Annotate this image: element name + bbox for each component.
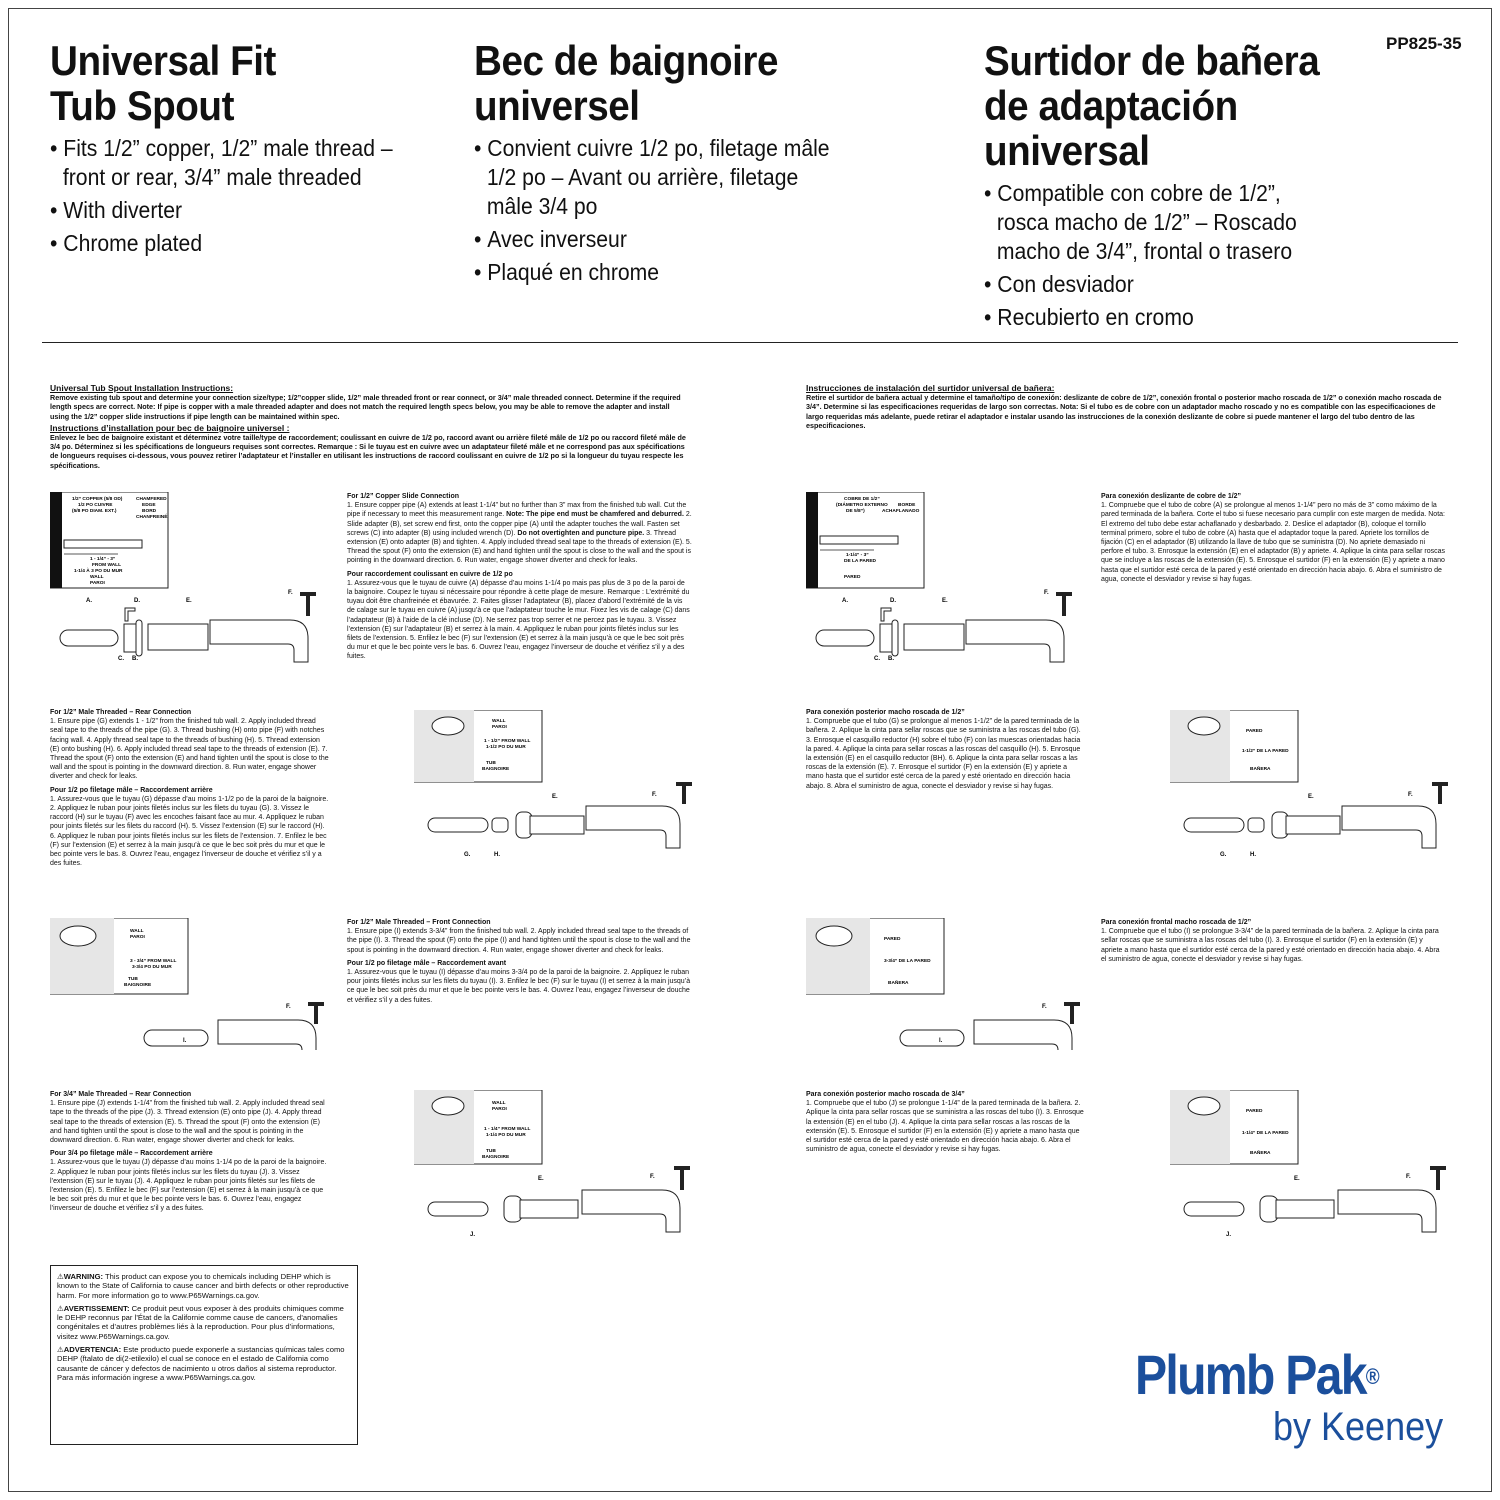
extension-e-es [904,624,964,650]
banera-label-f: BAÑERA [888,981,909,986]
tub-label-2c: BAIGNOIRE [124,983,152,988]
section-rear34-en-fr [50,1090,330,1214]
rear34-meas-1: 1 - 1/4” FROM WALL [484,1127,531,1132]
front12-diagram-es [806,918,1096,1050]
bullet-es-2: • Con desviador [984,270,1338,299]
warning-en-text: This product can expose you to chemicals including DEHP which is known to the State of California to cause cancer and birth defects or other reproductive harm. For more information go to www.P65Warnings.ca.gov. [57,1272,349,1300]
label-g-r12es: G. [1220,852,1227,858]
label-g-r12: G. [464,852,471,858]
label-f: F. [288,590,293,596]
pipe-end-detail-34 [432,1097,464,1115]
front12-meas-es: 3-3/4” DE LA PARED [884,959,931,964]
bullet-fr-3: • Plaqué en chrome [474,258,833,287]
wall-label-1: WALL [90,575,104,580]
spout-f-front-es [974,1020,1072,1050]
pipe-a [60,630,118,646]
front12-en-body: 1. Ensure pipe (I) extends 3-3/4” from the finished tub wall. 2. Apply included thread seal tape to the threads of the pipe (I). 3. Thread the spout (F) onto the pipe (I) and hand tighten until the spout is close to the wall and the spout is pointing in the downward direction. 4. Run water, engage shower diverter and check for leaks. [347,928,691,954]
copper-label-2: 1/2 PO CUIVRE [78,503,113,508]
tub-label-1: TUB [486,761,496,766]
rear34-parts-en [428,1166,690,1238]
tub-label-1c: TUB [128,977,138,982]
wall-label-1b: WALL [492,719,506,724]
copper-en-body-a: 1. Ensure copper pipe (A) extends at least 1-1/4” but no further than 3” max from the finished tub wall. Cut the pipe if necessary to meet this measurement range. [347,502,687,519]
header-fr [474,38,874,291]
copper-slide-diagram-en [50,492,340,670]
rear12-diagram-en [414,710,704,860]
copper-es-label-1: COBRE DE 1/2” [844,497,880,502]
copper-fr-body: 1. Assurez-vous que le tuyau de cuivre (A) dépasse d’au moins 1-1/4 po mais pas plus de 3 po de la paroi de la baignoire. Coupez le tuyau si nécessaire pour répondre à cette plage de mesure. Remarque : L’extrémité du tuyau doit être chanfreinée et ébavurée. 2. Faites glisser l’adaptateur (B), placez d’abord l’extrémité de la vis de calage sur le tuyau en cuivre (A) jusqu’à ce que l’adaptateur touche le mur. Fixez les vis de calage (C) dans l’adaptateur (B) à l’aide de la clé incluse (D). Ne serrez pas trop serrer et ne percez pas le tuyau. 3. Vissez l’extension (E) sur l’adaptateur (B) et serrez à la main. 4. Appliquez le ruban pour joints filetés inclus sur les filets de l’extension. 5. Enfilez le bec (F) sur l’extension (E) et serrez à la main jusqu’à ce que le bec soit près du mur et que le bec pointe vers le bas. 6. Ouvrez l’eau, engagez l’inverseur de douche et vérifiez s’il y a des fuites. [347,579,690,661]
rear34-en-body: 1. Ensure pipe (J) extends 1-1/4” from the finished tub wall. 2. Apply included thread seal tape to the threads of the pipe (J). 3. Thread extension (E) onto pipe (J). 4. Apply thread seal tape to the threads of extension (E). 5. Thread the spout (F) onto the extension (E) and hand tighten until the spout is close to the wall and the spout is pointing in the downward direction. 6. Run water, engage shower diverter and check for leaks. [50,1100,325,1145]
front12-meas-1: 3 - 3/4” FROM WALL [130,959,177,964]
pipe-end-detail [432,717,464,735]
diverter-knob-front-es [1064,1002,1080,1006]
label-i-front-es: I. [939,1038,943,1044]
copper-parts-en [60,590,316,662]
wall-label-2d: PAROI [492,1107,507,1112]
bullets-es [984,179,1338,332]
rear12-fr-title: Pour 1/2 po filetage mâle – Raccordement arrière [50,786,213,794]
warning-es [57,1345,351,1382]
label-f-front: F. [286,1004,291,1010]
section-copper-en-fr [347,492,692,662]
extension-e-34 [520,1200,578,1218]
diverter-stem-es [1062,594,1066,616]
wall-block [50,492,62,588]
spout-f-es [966,620,1064,662]
label-f-r12es: F. [1408,792,1413,798]
pared-label-f: PARED [884,937,901,942]
title-en-line1: Universal Fit [50,37,276,84]
front12-meas-2: 3-3/4 PO DU MUR [132,965,172,970]
chamfer-label-4: CHANFREINÉ [136,515,168,520]
adapter-b-es [880,624,892,652]
label-f-34: F. [650,1174,655,1180]
length-es-label-1: 1-1/4” - 3” [846,553,869,558]
extension-e [148,624,208,650]
length-label-3: 1-1/4 À 3 PO DU MUR [74,569,123,574]
spout-f [210,620,308,662]
pipe-j-es [1184,1202,1244,1216]
diverter-knob-es [1432,782,1448,786]
pipe-g [428,818,488,832]
rear12-meas-2: 1-1/2 PO DU MUR [486,745,526,750]
bullet-en-3: • Chrome plated [50,229,418,258]
front12-diagram-en [50,918,340,1050]
rear34-meas-2: 1-1/4 PO DU MUR [486,1133,526,1138]
front12-parts-es [900,1002,1080,1050]
rear12-fr-body: 1. Assurez-vous que le tuyau (G) dépasse d’au moins 1-1/2 po de la paroi de la baignoire. 2. Appliquez le ruban pour joints filetés inclus sur les filets du tuyau (G). 3. Vissez le raccord (H) sur le tuyau (F) avec les encoches faisant face au mur. 4. Appliquez le ruban pour joints filetés sur les filets du raccord (H). 5. Vissez l’extension (E) sur le raccord (H). 6. Appliquez le ruban pour joints filetés inclus sur les filets de l’extension. 7. Enfilez le bec (F) sur l’extension (E) et serrez à la main jusqu’à ce que le bec soit près du mur et que le bec pointe vers le bas. 8. Ouvrez l’eau, engagez l’inverseur de douche et vérifiez s’il y a des fuites. [50,795,329,868]
title-fr-line2: universel [474,82,640,129]
intro-fr-title: Instructions d’installation pour bec de baignoire universel : [50,422,290,433]
copper-parts-es [816,590,1072,662]
warning-fr-label: ⚠AVERTISSEMENT: [57,1303,130,1313]
copper-es-body: 1. Compruebe que el tubo de cobre (A) se prolongue al menos 1-1/4” pero no más de 3” como máximo de la pared terminada de la bañera. Corte el tubo si fuese necesario para cumplir con este margen de medida. Nota: El extremo del tubo debe estar achaflanado y desbarbado. 2. Deslice el adaptador (B), coloque el tornillo terminal primero, sobre el tubo de cobre (A) hasta que el adaptador toque la pared. Apriete los tornillos de fijación (C) en el adaptador (B) utilizando la llave de tubo que se suministra (D). No apriete demasiado ni perfore el tubo. 3. Enrosque la extensión (E) en el adaptador (B) y apriete. 4. Aplique la cinta para sellar roscas que se incluye a las roscas de la extensión (E). 5. Enrosque el surtidor (F) en la extensión (E) y apriete a mano hasta que el surtidor esté cerca de la pared y esté orientado en dirección hacia abajo. 6. Abra el suministro de agua, conecte el desviador y revise si hay fugas. [1101,502,1445,583]
label-e: E. [186,598,192,604]
label-h-r12es: H. [1250,852,1256,858]
diverter-knob-34-es [1430,1166,1446,1170]
label-i-front: I. [183,1038,187,1044]
label-b: B. [132,656,138,662]
rear34-fr-body: 1. Assurez-vous que le tuyau (J) dépasse d’au moins 1-1/4 po de la paroi de la baignoire. 2. Appliquez le ruban pour joints filetés inclus sur les filets du tuyau (J). 3. Vissez l’extension (E) sur le tuyau (J). 4. Appliquez le ruban pour joints filetés sur les filets de l’extension (E). 5. Enfilez le bec (F) sur l’extension (E) et serrez à la main jusqu’à ce que le bec soit près du mur et que le bec pointe vers le bas. 6. Ouvrez l’eau, engagez l’inverseur de douche et vérifiez s’il y a des fuites. [50,1159,327,1213]
copper-es-label-3: DE 5/8”) [846,509,865,514]
rear34-en-title: For 3/4” Male Threaded – Rear Connection [50,1091,192,1098]
front12-parts-en [144,1002,324,1050]
brand-logo [1135,1345,1455,1449]
label-e-r12es: E. [1308,794,1314,800]
label-d: D. [134,598,140,604]
rear34-es-body: 1. Compruebe que el tubo (J) se prolongue 1-1/4” de la pared terminada de la bañera. 2. Aplique la cinta para sellar roscas que se suministra a las roscas del tubo (I). 3. Enrosque la extensión (E) en el tubo (J). 4. Aplique la cinta para sellar roscas a las roscas de la extensión (E). 5. Enrosque el surtidor (F) en la extensión (E) y apriete a mano hasta que el surtidor esté cerca de la pared y esté orientado en dirección hacia abajo. 6. Abra el suministro de agua, conecte el desviador y revise si hay fugas. [806,1100,1084,1154]
label-c-es: C. [874,656,880,662]
pipe-end-detail-f-es [816,926,852,946]
rear34-es-title: Para conexión posterior macho roscada de 3/4” [806,1091,965,1098]
wall-label-2c: PAROI [130,935,145,940]
pipe-i-es [900,1030,964,1046]
registered-mark: ® [1365,1364,1378,1389]
front12-fr-body: 1. Assurez-vous que le tuyau (I) dépasse d’au moins 3-3/4 po de la paroi de la baignoire. 2. Appliquez le ruban pour joints filetés inclus sur les filets du tuyau (I). 3. Enfilez le bec (F) sur le tuyau (I) et serrez à la main jusqu’à ce que le bec soit près du mur et que le bec pointe vers le bas. 4. Ouvrez l’eau, engagez l’inverseur de douche et vérifiez s’il y a des fuites. [347,969,691,1004]
bullets-en [50,134,418,258]
bushing-h [492,818,508,832]
intro-es [806,383,1446,430]
product-code: PP825-35 [1386,34,1462,53]
wall-label-1d: WALL [492,1101,506,1106]
wall-label-2: PAROI [90,581,105,586]
copper-fr-title: Pour raccordement coulissant en cuivre de 1/2 po [347,570,513,578]
rear12-parts-es [1184,782,1448,858]
rear12-parts-en [428,782,692,858]
chamfer-label-3: BORD [142,509,157,514]
label-f-r12: F. [652,792,657,798]
rear34-fr-title: Pour 3/4 po filetage mâle – Raccordement arrière [50,1150,213,1158]
pared-label: PARED [844,575,861,580]
extension-ring-34 [504,1196,522,1222]
pipe-j [428,1202,488,1216]
length-label-1: 1 - 1/4” - 3” [90,557,116,562]
pipe-i [144,1030,208,1046]
header-en [50,38,450,262]
chamfer-es-label-2: ACHAFLANADO [882,509,920,514]
copper-en-body-b: Note: The pipe end must be chamfered and deburred. [506,511,684,519]
tub-label-2d: BAIGNOIRE [482,1155,510,1160]
warning-es-label: ⚠ADVERTENCIA: [57,1345,122,1355]
diverter-knob-34 [674,1166,690,1170]
section-rear12-es [806,708,1086,791]
label-f-es: F. [1044,590,1049,596]
bullets-fr [474,134,833,287]
pipe-g-es [1184,818,1244,832]
label-f-front-es: F. [1042,1004,1047,1010]
wall-label-2b: PAROI [492,725,507,730]
intro-fr-body: Enlevez le bec de baignoire existant et déterminez votre taille/type de raccordement; coulissant en cuivre de 1/2 po, raccord avant ou arrière fileté mâle de 1/2 po ou raccord fileté mâle de 3/4 po. Déterminez si les spécifications de longueurs requises sont correctes. Remarque : Si le tuyau est en cuivre avec un adaptateur fileté mâle et ne correspond pas aux spécifications de longueurs requises ci-dessous, vous pouvez retirer l’adaptateur et l’installer en utilisant les instructions de raccord coulissant en cuivre de 1/2 po si la longueur du tuyau respecte les spécifications. [50,432,686,470]
bullet-fr-1: • Convient cuivre 1/2 po, filetage mâle 1/2 po – Avant ou arrière, filetage mâle 3/4 po [474,134,833,221]
pipe-end-detail-f [60,926,96,946]
brand-by: by Keeney [1273,1405,1444,1449]
adapter-b-ring-es [892,620,898,656]
intro-en-fr [50,383,690,470]
label-c: C. [118,656,124,662]
rear34-diagram-en [414,1090,704,1240]
rear12-meas-es: 1-1/2” DE LA PARED [1242,749,1289,754]
copper-slide-diagram-es [806,492,1096,670]
copper-pipe-detail [64,540,142,548]
rear12-en-title: For 1/2” Male Threaded – Rear Connection [50,709,192,716]
extension-e-es [1286,816,1340,834]
wrench-d [125,608,135,621]
intro-en-body: Remove existing tub spout and determine your connection size/type; 1/2”copper slide, 1/2” male threaded front or rear connect, or 3/4” male threaded connect. Determine if the required length specs are correct. Note: If pipe is copper with a male threaded adapter and does not match the required length specs below, you may be able to remove the adapter and install using the 1/2” copper slide instructions if pipe length can be maintained within spec. [50,393,681,421]
warning-en [57,1272,351,1300]
rear12-meas-1: 1 - 1/2” FROM WALL [484,739,531,744]
spout-f-es [1342,806,1436,848]
warning-es-text: Este producto puede exponerle a sustancias químicas tales como DEHP (ftalato de di(2-etilexilo) el cual se conoce en el estado de California como causante de cáncer y defectos de nacimiento u otros daños al sistema reproductor. Para más información ingrese a www.P65Warnings.ca.gov. [57,1345,345,1382]
pared-label-r12: PARED [1246,729,1263,734]
pipe-end-detail-34-es [1188,1097,1220,1115]
title-fr-line1: Bec de baignoire [474,37,778,84]
chamfer-label-2: EDGE [142,503,156,508]
tub-label-1d: TUB [486,1149,496,1154]
diverter-knob-front [308,1002,324,1006]
title-es-line2: de adaptación [984,82,1238,129]
label-a-es: A. [842,598,848,604]
label-e-es: E. [942,598,948,604]
tub-label-2: BAIGNOIRE [482,767,510,772]
label-j-34-es: J. [1226,1232,1232,1238]
adapter-b [124,624,136,652]
bullet-es-1: • Compatible con cobre de 1/2”, rosca macho de 1/2” – Roscado macho de 3/4”, frontal o trasero [984,179,1338,266]
brand-name-line [1135,1345,1410,1405]
diverter-knob-es [1056,592,1072,596]
copper-label-1: 1/2” COPPER (5/8 OD) [72,497,123,502]
diverter-stem-front [314,1004,318,1024]
section-rear34-es [806,1090,1086,1154]
adapter-b-ring [136,620,142,656]
header-es [984,38,1384,336]
diverter-stem [306,594,310,616]
title-es-line1: Surtidor de bañera [984,37,1320,84]
warning-fr [57,1304,351,1341]
copper-en-body-e: 3. Thread extension (E) onto adapter (B) and tighten. 4. Apply included thread seal tape to the threads of extension (E). 5. Thread the spout (F) onto the extension (E) and hand tighten until the spout is close to the wall and the spout is pointing in the downward direction. 6. Run water, engage shower diverter and check for leaks. [347,529,692,565]
warning-fr-text: Ce produit peut vous exposer à des produits chimiques comme le DEHP reconnus par l’État de la Californie comme cause de cancers, d’anomalies congénitales et d’autres problèmes liés à la reproduction. Pour plus d’informations, visitez www.P65Warnings.ca.gov. [57,1303,344,1341]
wall-block-es [806,492,818,588]
rear12-es-title: Para conexión posterior macho roscada de 1/2” [806,709,965,716]
front12-en-title: For 1/2” Male Threaded – Front Connection [347,919,491,926]
rear12-en-body: 1. Ensure pipe (G) extends 1 - 1/2” from the finished tub wall. 2. Apply included thread seal tape to the threads of the pipe (G). 3. Thread bushing (H) onto pipe (F) with notches facing wall. 4. Apply thread seal tape to the threads of bushing (H). 5. Thread extension (E) onto bushing (H). 6. Apply included thread seal tape to the threads of extension (E). 7. Thread the spout (F) onto the extension (E) and hand tighten until the spout is close to the wall and the spout is pointing in the downward direction. 8. Run water, engage shower diverter and check for leaks. [50,718,329,781]
copper-en-body-c: 2. Slide adapter (B), set screw end first, onto the copper pipe (A) until the adapter touches the wall. Fasten set screws (C) into adapter (B) using included wrench (D). [347,511,692,537]
spout-f [586,806,680,848]
spout-f-34 [582,1190,680,1232]
label-f-34-es: F. [1406,1174,1411,1180]
extension-e [530,816,584,834]
pared-label-34: PARED [1246,1109,1263,1114]
rear34-parts-es [1184,1166,1446,1238]
extension-ring-34-es [1260,1196,1278,1222]
label-d-es: D. [890,598,896,604]
wall-label-1c: WALL [130,929,144,934]
rear34-meas-es: 1-1/4” DE LA PARED [1242,1131,1289,1136]
section-rear12-en-fr [50,708,330,868]
copper-es-label-2: (DIÁMETRO EXTERNO [836,503,888,508]
spout-f-front [218,1020,316,1050]
label-e-r12: E. [552,794,558,800]
copper-pipe-detail-es [820,536,898,544]
label-j-34: J. [470,1232,476,1238]
rear34-diagram-es [1170,1090,1460,1240]
copper-label-3: (5/8 PO DIAM. EXT.) [72,509,117,514]
diverter-stem-34 [680,1168,684,1190]
header-divider [42,342,1458,343]
extension-e-34-es [1276,1200,1334,1218]
intro-en-title: Universal Tub Spout Installation Instructions: [50,383,234,393]
front12-fr-title: Pour 1/2 po filetage mâle – Raccordement avant [347,959,507,967]
label-e-34-es: E. [1294,1176,1300,1182]
chamfer-label-1: CHAMFERED [136,497,167,502]
pipe-a-es [816,630,874,646]
diverter-stem-34-es [1436,1168,1440,1190]
length-es-label-2: DE LA PARED [844,559,876,564]
label-h-r12: H. [494,852,500,858]
diverter-knob [300,592,316,596]
length-label-2: FROM WALL [92,563,122,568]
label-b-es: B. [888,656,894,662]
diverter-stem-front-es [1070,1004,1074,1024]
diverter-knob [676,782,692,786]
bullet-es-3: • Recubierto en cromo [984,303,1338,332]
title-en-line2: Tub Spout [50,82,234,129]
bullet-en-1: • Fits 1/2” copper, 1/2” male thread – front or rear, 3/4” male threaded [50,134,418,192]
brand-name: Plumb Pak [1135,1343,1366,1406]
bullet-fr-2: • Avec inverseur [474,225,833,254]
banera-label-r12: BAÑERA [1250,767,1271,772]
section-copper-es [1101,492,1446,584]
bushing-h-es [1248,818,1264,832]
section-front12-es [1101,918,1446,964]
rear12-es-body: 1. Compruebe que el tubo (G) se prolongue al menos 1-1/2” de la pared terminada de la bañera. 2. Aplique la cinta para sellar roscas que se suministra a las roscas del tubo (G). 3. Enrosque el casquillo reductor (H) sobre el tubo (F) con las muescas orientadas hacia la pared. 4. Aplique la cinta para sellar roscas a las roscas del casquillo (H). 5. Enrosque la extensión (E) en el casquillo reductor (BH). 6. Aplique la cinta para sellar roscas a las roscas de la extensión (E). 7. Enrosque el surtidor (F) en la extensión (E) y apriete a mano hasta que el surtidor esté cerca de la pared y esté orientado en dirección hacia abajo. 8. Abra el suministro de agua, conecte el desviador y revise si hay fugas. [806,718,1081,790]
front12-es-body: 1. Compruebe que el tubo (I) se prolongue 3-3/4” de la pared terminada de la bañera. 2. Aplique la cinta para sellar roscas que se suministra a las roscas del tubo (I). 3. Enrosque el surtidor (F) en la extensión (E) y apriete a mano hasta que el surtidor esté cerca de la pared y esté orientado en dirección hacia abajo. 4. Abra el suministro de agua, conecte el desviador y revise si hay fugas. [1101,928,1440,963]
banera-label-34: BAÑERA [1250,1151,1271,1156]
pipe-end-detail-es [1188,717,1220,735]
section-front12-en-fr [347,918,692,1005]
wrench-d-es [881,608,891,621]
intro-es-body: Retire el surtidor de bañera actual y determine el tamaño/tipo de conexión: deslizante de cobre de 1/2”, conexión frontal o posterior macho roscada de 1/2” o conexión macho roscada de 3/4”. Determine si las especificaciones requeridas de largo son correctas. Nota: Si el tubo es de cobre con un adaptador macho roscado y no es compatible con las especificaciones de largo requeridas más adelante, puede retirar el adaptador e instalar usando las instrucciones de la conexión deslizante de cobre si puede mantener el largo del tubo dentro de las especificaciones. [806,393,1442,430]
prop65-warning-box [50,1265,358,1445]
intro-es-title: Instrucciones de instalación del surtidor universal de bañera: [806,383,1055,393]
copper-en-body-d: Do not overtighten and puncture pipe. [517,529,645,537]
label-a: A. [86,598,92,604]
title-es-line3: universal [984,127,1150,174]
label-e-34: E. [538,1176,544,1182]
copper-es-title: Para conexión deslizante de cobre de 1/2” [1101,493,1242,500]
chamfer-es-label-1: BORDE [898,503,916,508]
warning-en-label: ⚠WARNING: [57,1272,104,1281]
front12-es-title: Para conexión frontal macho roscada de 1/2” [1101,919,1252,926]
rear12-diagram-es [1170,710,1460,860]
spout-f-34-es [1338,1190,1436,1232]
copper-en-title: For 1/2” Copper Slide Connection [347,493,460,500]
bullet-en-2: • With diverter [50,196,418,225]
